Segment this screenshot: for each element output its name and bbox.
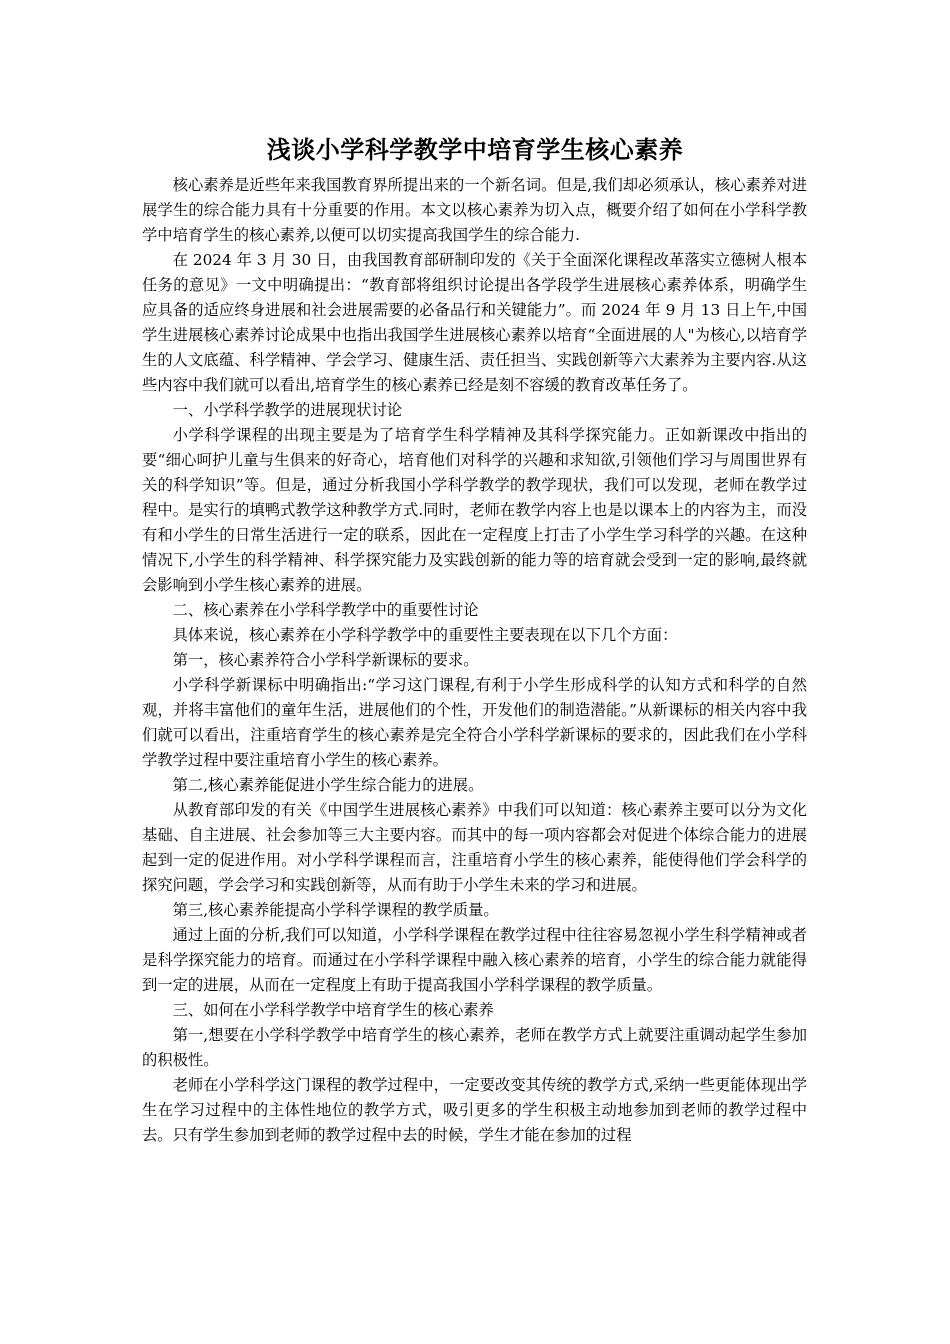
paragraph-current-status: 小学科学课程的出现主要是为了培育学生科学精神及其科学探究能力。正如新课改中指出的要“细心呵护儿童与生俱来的好奇心，培育他们对科学的兴趣和求知欲,引领他们学习与周围世界有关的科学知识”等。但是，通过分析我国小学科学教学的教学现状，我们可以发现，老师在教学过程中。是实行的填鸭式教学这种教学方式.同时，老师在教学内容上也是以课本上的内容为主，而没有和小学生的日常生活进行一定的联系，因此在一定程度上打击了小学生学习科学的兴趣。在这种情况下,小学生的科学精神、科学探究能力及实践创新的能力等的培育就会受到一定的影响,最终就会影响到小学生核心素养的进展。 [142,426,807,594]
document-body [142,173,807,1148]
subheading-third: 第三,核心素养能提高小学科学课程的教学质量。 [172,901,499,919]
paragraph-ability: 从教育部印发的有关《中国学生进展核心素养》中我们可以知道：核心素养主要可以分为文化基础、自主进展、社会参加等三大主要内容。而其中的每一项内容都会对促进个体综合能力的进展起到一定的促进作用。对小学科学课程而言，注重培育小学生的核心素养，能使得他们学会科学的探究问题，学会学习和实践创新等，从而有助于小学生未来的学习和进展。 [142,801,807,894]
paragraph-curriculum: 小学科学新课标中明确指出:“学习这门课程,有利于小学生形成科学的认知方式和科学的自然观，并将丰富他们的童年生活，进展他们的个性，开发他们的制造潜能。”从新课标的相关内容中我们就可以看出，注重培育学生的核心素养是完全符合小学科学新课标的要求的，因此我们在小学科学教学过程中要注重培育小学生的核心素养。 [142,676,807,769]
document-title: 浅谈小学科学教学中培育学生核心素养 [266,136,684,164]
paragraph-intro: 核心素养是近些年来我国教育界所提出来的一个新名词。但是,我们却必须承认，核心素养对进展学生的综合能力具有十分重要的作用。本文以核心素养为切入点，概要介绍了如何在小学科学教学中培育学生的核心素养,以便可以切实提高我国学生的综合能力. [142,176,807,244]
subheading-first: 第一，核心素养符合小学科学新课标的要求。 [172,651,479,669]
section-heading-2: 二、核心素养在小学科学教学中的重要性讨论 [172,601,479,619]
paragraph-importance-intro: 具体来说，核心素养在小学科学教学中的重要性主要表现在以下几个方面： [172,626,678,644]
paragraph-background: 在 2024 年 3 月 30 日，由我国教育部研制印发的《关于全面深化课程改革落实立德树人根本任务的意见》一文中明确提出：“教育部将组织讨论提出各学段学生进展核心素养体系，明确学生应具备的适应终身进展和社会进展需要的必备品行和关键能力”。而 2024 年 9 月 13 日上午,中国学生进展核心素养讨论成果中也指出我国学生进展核心素养以培育“全面进展的人"为核心,以培育学生的人文底蕴、科学精神、学会学习、健康生活、责任担当、实践创新等六大素养为主要内容.从这些内容中我们就可以看出,培育学生的核心素养已经是刻不容缓的教育改革任务了。 [142,251,807,394]
paragraph-method-first: 第一,想要在小学科学教学中培育学生的核心素养，老师在教学方式上就要注重调动起学生参加的积极性。 [142,1026,807,1069]
section-heading-1: 一、小学科学教学的进展现状讨论 [172,401,403,419]
subheading-second: 第二,核心素养能促进小学生综合能力的进展。 [172,776,484,794]
section-heading-3: 三、如何在小学科学教学中培育学生的核心素养 [172,1001,494,1019]
paragraph-teaching-method: 老师在小学科学这门课程的教学过程中，一定要改变其传统的教学方式,采纳一些更能体现出学生在学习过程中的主体性地位的教学方式，吸引更多的学生积极主动地参加到老师的教学过程中去。只有学生参加到老师的教学过程中去的时候，学生才能在参加的过程 [142,1076,807,1144]
paragraph-quality: 通过上面的分析,我们可以知道，小学科学课程在教学过程中往往容易忽视小学生科学精神或者是科学探究能力的培育。而通过在小学科学课程中融入核心素养的培育，小学生的综合能力就能得到一定的进展，从而在一定程度上有助于提高我国小学科学课程的教学质量。 [142,926,807,994]
